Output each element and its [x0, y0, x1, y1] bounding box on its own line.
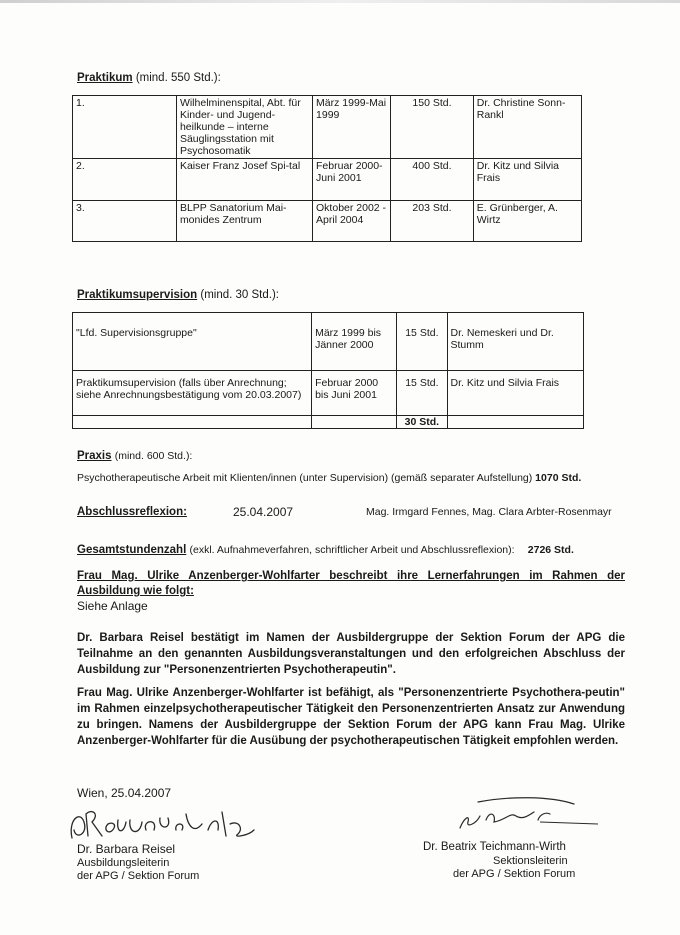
signer-right-name: Dr. Beatrix Teichmann-Wirth [423, 841, 566, 853]
row-activity: Praktikumsupervision (falls über Anrechnung; siehe Anrechnungsbestätigung vom 20.03.2007) [73, 371, 312, 416]
praktikum-table [72, 95, 582, 242]
row-date: März 1999 bis Jänner 2000 [312, 313, 397, 371]
praxis-text: Psychotherapeutische Arbeit mit Klienten/innen (unter Supervision) (gemäß separater Aufstellung) [77, 472, 533, 484]
gesamt-line [77, 544, 574, 556]
gesamt-hours: 2726 Std. [527, 544, 574, 556]
row-date: Oktober 2002 - April 2004 [313, 201, 391, 242]
place-date: Wien, 25.04.2007 [77, 786, 172, 800]
signer-right-org: der APG / Sektion Forum [453, 868, 576, 880]
row-place: Kaiser Franz Josef Spi-tal [176, 159, 312, 201]
row-supervisor: Dr. Nemeskeri und Dr. Stumm [447, 313, 584, 371]
row-supervisor: E. Grünberger, A. Wirtz [473, 201, 581, 242]
row-activity: "Lfd. Supervisionsgruppe" [73, 313, 312, 371]
supervision-heading [77, 289, 279, 301]
signer-left-role: Ausbildungsleiterin [77, 857, 170, 869]
praktikum-heading [77, 72, 221, 84]
row-number: 1. [73, 96, 177, 159]
row-hours: 15 Std. [397, 371, 447, 416]
praktikum-note: (mind. 550 Std.): [135, 72, 221, 84]
table-row [73, 96, 582, 159]
total-empty-cell [447, 416, 584, 429]
gesamt-label: Gesamtstundenzahl [77, 544, 187, 556]
gesamt-note: (exkl. Aufnahmeverfahren, schriftlicher Arbeit und Abschlussreflexion): [189, 544, 515, 556]
total-empty-cell [312, 416, 397, 429]
scan-edge [0, 0, 680, 3]
row-number: 3. [73, 201, 177, 242]
row-date: Februar 2000 bis Juni 2001 [312, 371, 397, 416]
table-row [73, 313, 584, 371]
lern-heading: Frau Mag. Ulrike Anzenberger-Wohlfarter beschreibt ihre Lernerfahrungen im Rahmen der Ausbildung wie folgt: [77, 570, 625, 597]
row-place: BLPP Sanatorium Mai-monides Zentrum [176, 201, 312, 242]
row-number: 2. [73, 159, 177, 201]
table-row [73, 159, 582, 201]
recommendation-paragraph: Frau Mag. Ulrike Anzenberger-Wohlfarter ist befähigt, als "Personenzentrierte Psychothera-peutin" im Rahmen einzelpsychotherapeutischer Tätigkeit den Personenzentrierten Ansatz zur Anwendung zu bringen. Namens der Ausbildergruppe der Sektion Forum der APG kann Frau Mag. Ulrike Anzenberger-Wohlfarter für die Ausübung der psychotherapeutischen Tätigkeit empfohlen werden. [77, 687, 625, 747]
row-hours: 400 Std. [391, 159, 474, 201]
signer-right-role: Sektionsleiterin [493, 855, 568, 867]
praxis-line [77, 472, 581, 484]
praktikum-title: Praktikum [77, 72, 133, 84]
abschluss-names: Mag. Irmgard Fennes, Mag. Clara Arbter-Rosenmayr [366, 506, 612, 518]
row-hours: 15 Std. [397, 313, 447, 371]
row-supervisor: Dr. Kitz und Silvia Frais [473, 159, 581, 201]
praxis-hours: 1070 Std. [535, 472, 582, 484]
praxis-heading [77, 450, 192, 462]
confirmation-paragraph: Dr. Barbara Reisel bestätigt im Namen der Ausbildergruppe der Sektion Forum der APG die Teilnahme an den genannten Ausbildungsveranstaltungen und den erfolgreichen Abschluss der Ausbildung zur "Personenzentrierten Psychotherapeutin". [77, 632, 625, 676]
table-row [73, 371, 584, 416]
row-date: Februar 2000-Juni 2001 [313, 159, 391, 201]
signer-left-name: Dr. Barbara Reisel [77, 842, 176, 856]
table-row [73, 201, 582, 242]
row-supervisor: Dr. Kitz und Silvia Frais [447, 371, 584, 416]
total-hours: 30 Std. [397, 416, 447, 429]
lern-text: Siehe Anlage [77, 599, 148, 613]
supervision-title: Praktikumsupervision [77, 289, 198, 301]
row-hours: 203 Std. [391, 201, 474, 242]
row-supervisor: Dr. Christine Sonn-Rankl [473, 96, 581, 159]
abschluss-label: Abschlussreflexion: [77, 506, 187, 518]
abschluss-label-wrap [77, 506, 187, 518]
praxis-title: Praxis [77, 450, 112, 462]
praxis-note: (mind. 600 Std.): [114, 450, 193, 462]
signature-right-image [450, 790, 610, 835]
row-hours: 150 Std. [391, 96, 474, 159]
total-row [73, 416, 584, 429]
row-place: Wilhelminenspital, Abt. für Kinder- und Jugend-heilkunde – interne Säuglingsstation mit Psychosomatik [176, 96, 312, 159]
signer-left-org: der APG / Sektion Forum [77, 870, 200, 882]
supervision-note: (mind. 30 Std.): [200, 289, 279, 301]
supervision-table [72, 312, 584, 429]
total-empty-cell [73, 416, 312, 429]
abschluss-date: 25.04.2007 [233, 505, 294, 519]
row-date: März 1999-Mai 1999 [313, 96, 391, 159]
